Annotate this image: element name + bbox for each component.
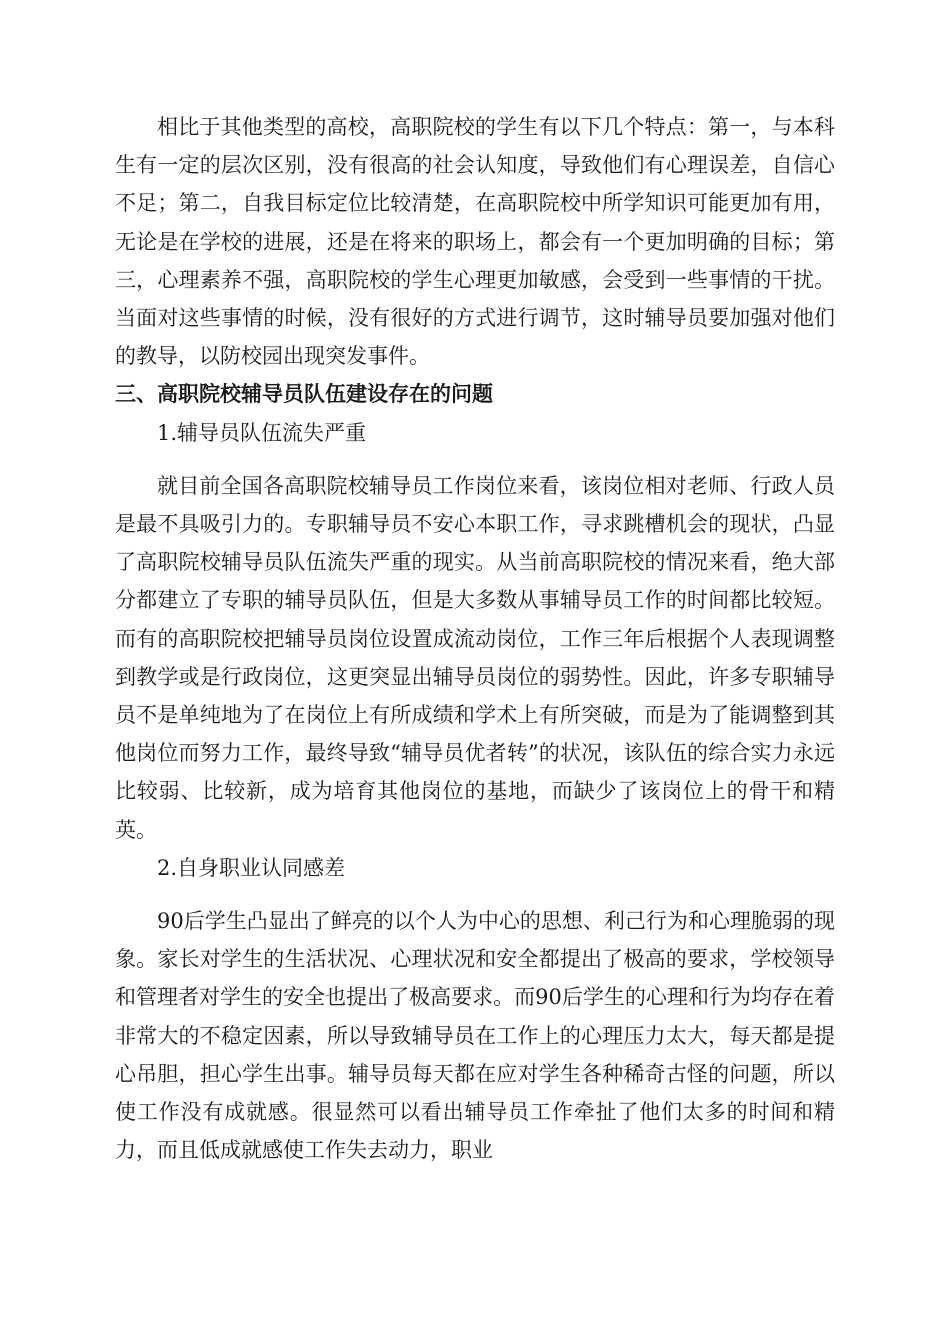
subheading-counselor-loss: 1.辅导员队伍流失严重 xyxy=(157,420,367,445)
subheading-professional-identity: 2.自身职业认同感差 xyxy=(157,855,346,880)
section-heading: 三、高职院校辅导员队伍建设存在的问题 xyxy=(115,382,493,407)
paragraph-professional-identity: 90后学生凸显出了鲜亮的以个人为中心的思想、利己行为和心理脆弱的现象。家长对学生的生活状况、心理状况和安全都提出了极高的要求，学校领导和管理者对学生的安全也提出了极高要求。而90后学生的心理和行为均存在着非常大的不稳定因素，所以导致辅导员在工作上的心理压力太大，每天都是提心吊胆，担心学生出事。辅导员每天都在应对学生各种稀奇古怪的问题，所以使工作没有成就感。很显然可以看出辅导员工作牵扯了他们太多的时间和精力，而且低成就感使工作失去动力，职业 xyxy=(115,909,835,1163)
document-body xyxy=(115,108,835,1169)
paragraph-counselor-loss: 就目前全国各高职院校辅导员工作岗位来看，该岗位相对老师、行政人员是最不具吸引力的。专职辅导员不安心本职工作，寻求跳槽机会的现状，凸显了高职院校辅导员队伍流失严重的现实。从当前高职院校的情况来看，绝大部分都建立了专职的辅导员队伍，但是大多数从事辅导员工作的时间都比较短。而有的高职院校把辅导员岗位设置成流动岗位，工作三年后根据个人表现调整到教学或是行政岗位，这更突显出辅导员岗位的弱势性。因此，许多专职辅导员不是单纯地为了在岗位上有所成绩和学术上有所突破，而是为了能调整到其他岗位而努力工作，最终导致“辅导员优者转”的状况，该队伍的综合实力永远比较弱、比较新，成为培育其他岗位的基地，而缺少了该岗位上的骨干和精英。 xyxy=(115,473,835,842)
paragraph-student-characteristics: 相比于其他类型的高校，高职院校的学生有以下几个特点：第一，与本科生有一定的层次区别，没有很高的社会认知度，导致他们有心理误差，自信心不足；第二，自我目标定位比较清楚，在高职院校中所学知识可能更加有用，无论是在学校的进展，还是在将来的职场上，都会有一个更加明确的目标；第三，心理素养不强，高职院校的学生心理更加敏感，会受到一些事情的干扰。当面对这些事情的时候，没有很好的方式进行调节，这时辅导员要加强对他们的教导，以防校园出现突发事件。 xyxy=(115,115,835,369)
